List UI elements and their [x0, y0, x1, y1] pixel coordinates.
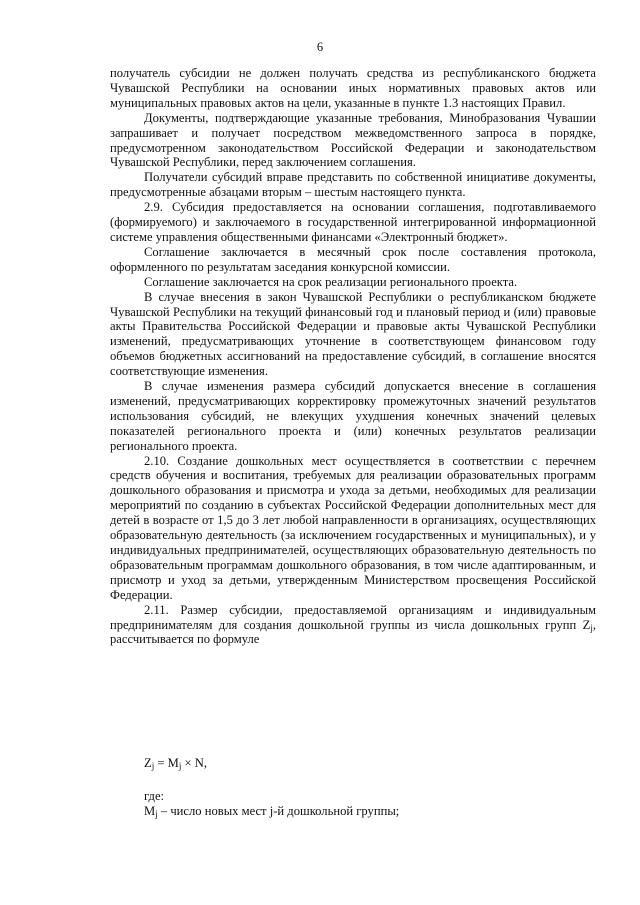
formula-lhs-subscript: j — [151, 761, 155, 771]
body-text — [110, 66, 596, 647]
paragraph: В случае внесения в закон Чувашской Республики о республиканском бюджете Чувашской Республики на текущий финансовый год и плановый период и (или) правовые акты Правительства Российской Федерации и правовые акты Чувашской Республики изменений, предусматривающих уточнение в соответствующем финансовом году объемов бюджетных ассигнований на предоставление субсидий, в соглашение вносятся соответствующие изменения. — [110, 289, 596, 379]
paragraph: 2.9. Субсидия предоставляется на основании соглашения, подготавливаемого (формируемого) и заключаемого в государственной интегрированной информационной системе управления общественными финансами «Электронный бюджет». — [110, 200, 596, 244]
formula — [144, 756, 207, 771]
formula-rest: × N, — [181, 756, 207, 770]
definition-line — [144, 804, 399, 819]
subscript: j — [590, 622, 593, 633]
where-label: где: — [144, 789, 165, 803]
paragraph: получатель субсидии не должен получать средства из республиканского бюджета Чувашской Республики на основании иных нормативных правовых актов или муниципальных правовых актов на цели, указанные в пункте 1.3 настоящих Правил. — [110, 66, 596, 110]
paragraph: Соглашение заключается на срок реализации регионального проекта. — [144, 274, 518, 289]
paragraph: 2.10. Создание дошкольных мест осуществляется в соответствии с перечнем средств обучения и воспитания, требуемых для реализации образовательных программ дошкольного образования и присмотра и ухода за детьми, необходимых для реализации мероприятий по созданию в субъектах Российской Федерации дополнительных мест для детей в возрасте от 1,5 до 3 лет любой направленности в организациях, осуществляющих образовательную деятельность (за исключением государственных и муниципальных), и у индивидуальных предпринимателей, осуществляющих образовательную деятельность по образовательным программам дошкольного образования, в том числе адаптированным, и присмотр и уход за детьми, утвержденным Министерством просвещения Российской Федерации. — [110, 453, 596, 602]
paragraph-clause-2-11 — [110, 603, 596, 648]
formula-m-subscript: j — [178, 761, 182, 771]
paragraph: Документы, подтверждающие указанные требования, Минобразования Чувашии запрашивает и получает посредством межведомственного запроса в порядке, предусмотренном законодательством Российской Федерации и законодательством Чувашской Республики, перед заключением соглашения. — [110, 110, 596, 170]
definition-symbol: M — [144, 804, 156, 818]
clause-tail: , рассчитывается по формуле — [110, 617, 596, 647]
formula-equals: = M — [154, 756, 179, 770]
paragraph: Получатели субсидий вправе представить по собственной инициативе документы, предусмотренные абзацами вторым – шестым настоящего пункта. — [110, 170, 596, 200]
definition-text: – число новых мест j-й дошкольной группы; — [157, 804, 400, 818]
clause-text: 2.11. Размер субсидии, предоставляемой организациям и индивидуальным предпринимателям для создания дошкольной группы из числа дошкольных групп Z — [110, 602, 596, 632]
formula-lhs: Z — [144, 756, 152, 770]
paragraph: Соглашение заключается в месячный срок после составления протокола, оформленного по результатам заседания конкурсной комиссии. — [110, 244, 596, 274]
page-number: 6 — [316, 40, 324, 54]
definition-subscript: j — [155, 809, 158, 819]
paragraph: В случае изменения размера субсидий допускается внесение в соглашения изменений, предусматривающих корректировку промежуточных значений результатов использования субсидий, не влекущих ухудшения конечных значений целевых показателей регионального проекта и (или) конечных результатов реализации регионального проекта. — [110, 379, 596, 453]
